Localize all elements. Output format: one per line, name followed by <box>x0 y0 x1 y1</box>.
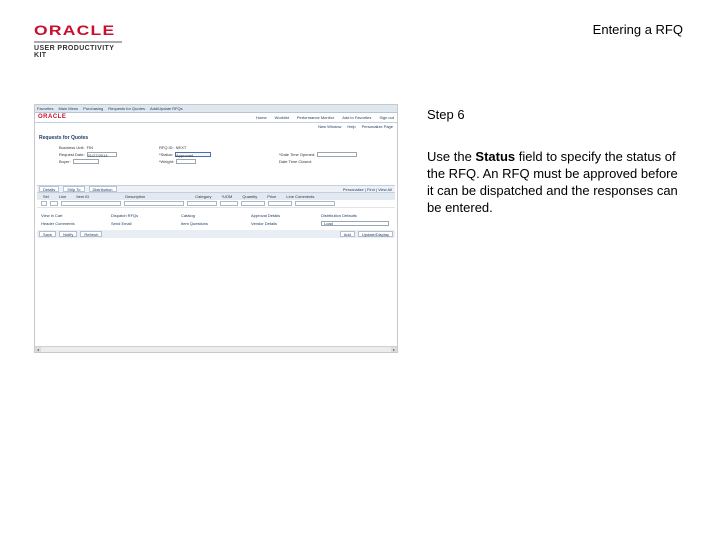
row-category-field[interactable] <box>187 201 217 206</box>
rfq-value: NEXT <box>175 145 187 150</box>
logo-text: ORACLE <box>34 22 116 38</box>
page-links <box>35 123 397 130</box>
line-grid-tabs <box>37 185 395 193</box>
grid-header <box>37 193 395 200</box>
table-row <box>37 200 395 208</box>
date-label: Request Date: <box>59 152 85 157</box>
instruction-field-name: Status <box>475 149 516 164</box>
scroll-left-icon[interactable]: ◂ <box>36 347 39 352</box>
row-comments-field[interactable] <box>295 201 335 206</box>
add-button[interactable]: Add <box>340 231 355 237</box>
slide-title: Entering a RFQ <box>592 22 683 37</box>
instruction-text-before: Use the <box>427 149 476 164</box>
app-navbar <box>35 113 397 123</box>
app-screenshot <box>34 104 398 353</box>
col-price: Price <box>267 194 277 199</box>
nav-home[interactable]: Home <box>256 115 267 120</box>
page-heading: Requests for Quotes <box>39 135 89 141</box>
opened-field[interactable] <box>317 152 357 157</box>
tab-add-update[interactable]: Add/Update RFQs <box>149 106 183 111</box>
col-sel: Sel <box>43 194 49 199</box>
menu-breadcrumb-bar <box>35 105 397 113</box>
tab-purchasing[interactable]: Purchasing <box>83 106 104 111</box>
link-view-cart[interactable]: View in Cart <box>41 213 63 218</box>
weight-label: *Weight: <box>159 159 175 164</box>
col-quantity: Quantity <box>242 194 258 199</box>
rfq-label: RFQ ID: <box>159 145 174 150</box>
row-description-field[interactable] <box>124 201 184 206</box>
action-toolbar <box>37 230 395 238</box>
logo-subtext: USER PRODUCTIVITY KIT <box>34 41 122 59</box>
link-personalize[interactable]: Personalize Page <box>361 124 393 129</box>
col-line: Line <box>58 194 67 199</box>
col-uom: *UOM <box>221 194 233 199</box>
save-button[interactable]: Save <box>39 231 56 237</box>
tab-main-menu[interactable]: Main Menu <box>58 106 79 111</box>
link-new-window[interactable]: New Window <box>318 124 342 129</box>
notify-button[interactable]: Notify <box>59 231 77 237</box>
row-quantity-field[interactable] <box>241 201 265 206</box>
request-date-field[interactable]: 01/27/2014 <box>87 152 117 157</box>
col-description: Description <box>125 194 146 199</box>
buyer-field[interactable] <box>73 159 99 164</box>
link-catalog[interactable]: Catalog <box>181 213 195 218</box>
nav-worklist[interactable]: Worklist <box>274 115 289 120</box>
update-display-button[interactable]: Update/Display <box>358 231 393 237</box>
step-instruction <box>427 148 687 216</box>
link-header-comments[interactable]: Header Comments <box>41 221 75 226</box>
grid-nav[interactable]: Personalize | Find | View All <box>342 186 392 192</box>
link-item-questions[interactable]: Item Questions <box>181 221 208 226</box>
row-item-field[interactable] <box>61 201 121 206</box>
closed-label: Date Time Closed: <box>279 159 312 164</box>
link-vendor-details[interactable]: Vendor Details <box>251 221 278 226</box>
action-dropdown[interactable]: Load <box>321 221 389 226</box>
row-select-checkbox[interactable] <box>41 201 47 206</box>
col-item: Item ID <box>76 194 90 199</box>
tab-rfq[interactable]: Requests for Quotes <box>108 106 145 111</box>
link-approval[interactable]: Approval Details <box>251 213 281 218</box>
unit-value: FIN <box>86 145 94 150</box>
status-dropdown[interactable]: Approved <box>175 152 211 157</box>
unit-label: Business Unit: <box>59 145 85 150</box>
grid-tab-details[interactable]: Details <box>39 186 59 192</box>
link-dispatch[interactable]: Dispatch RFQs <box>111 213 139 218</box>
opened-label: *Date Time Opened: <box>279 152 316 157</box>
row-price-field[interactable] <box>268 201 292 206</box>
link-send-email[interactable]: Send Email <box>111 221 132 226</box>
link-help[interactable]: Help <box>347 124 356 129</box>
related-links <box>41 213 391 226</box>
row-line-field[interactable] <box>50 201 58 206</box>
horizontal-scrollbar[interactable] <box>35 346 397 352</box>
refresh-button[interactable]: Refresh <box>80 231 102 237</box>
nav-favorites[interactable]: Add to Favorites <box>342 115 372 120</box>
rfq-header-form <box>41 145 391 181</box>
row-uom-field[interactable] <box>220 201 238 206</box>
col-category: Category <box>195 194 212 199</box>
link-dist-defaults[interactable]: Distribution Defaults <box>321 213 357 218</box>
weight-field[interactable] <box>176 159 196 164</box>
grid-tab-ship-to[interactable]: Ship To <box>63 186 84 192</box>
nav-signout[interactable]: Sign out <box>379 115 394 120</box>
grid-tab-distribution[interactable]: Distribution <box>89 186 117 192</box>
step-label: Step 6 <box>427 107 465 122</box>
app-logo: ORACLE <box>38 114 67 120</box>
oracle-upk-logo <box>34 22 122 59</box>
scroll-right-icon[interactable]: ▸ <box>392 347 395 352</box>
instruction-text-after: field to specify the status of the RFQ. An RFQ must be approved before it can be dispatched and the responses can be entered. <box>427 149 678 215</box>
nav-performance[interactable]: Performance Monitor <box>296 115 335 120</box>
status-label: *Status: <box>159 152 174 157</box>
col-comments: Line Comments <box>286 194 315 199</box>
buyer-label: Buyer: <box>59 159 71 164</box>
tab-favorites[interactable]: Favorites <box>37 106 54 111</box>
